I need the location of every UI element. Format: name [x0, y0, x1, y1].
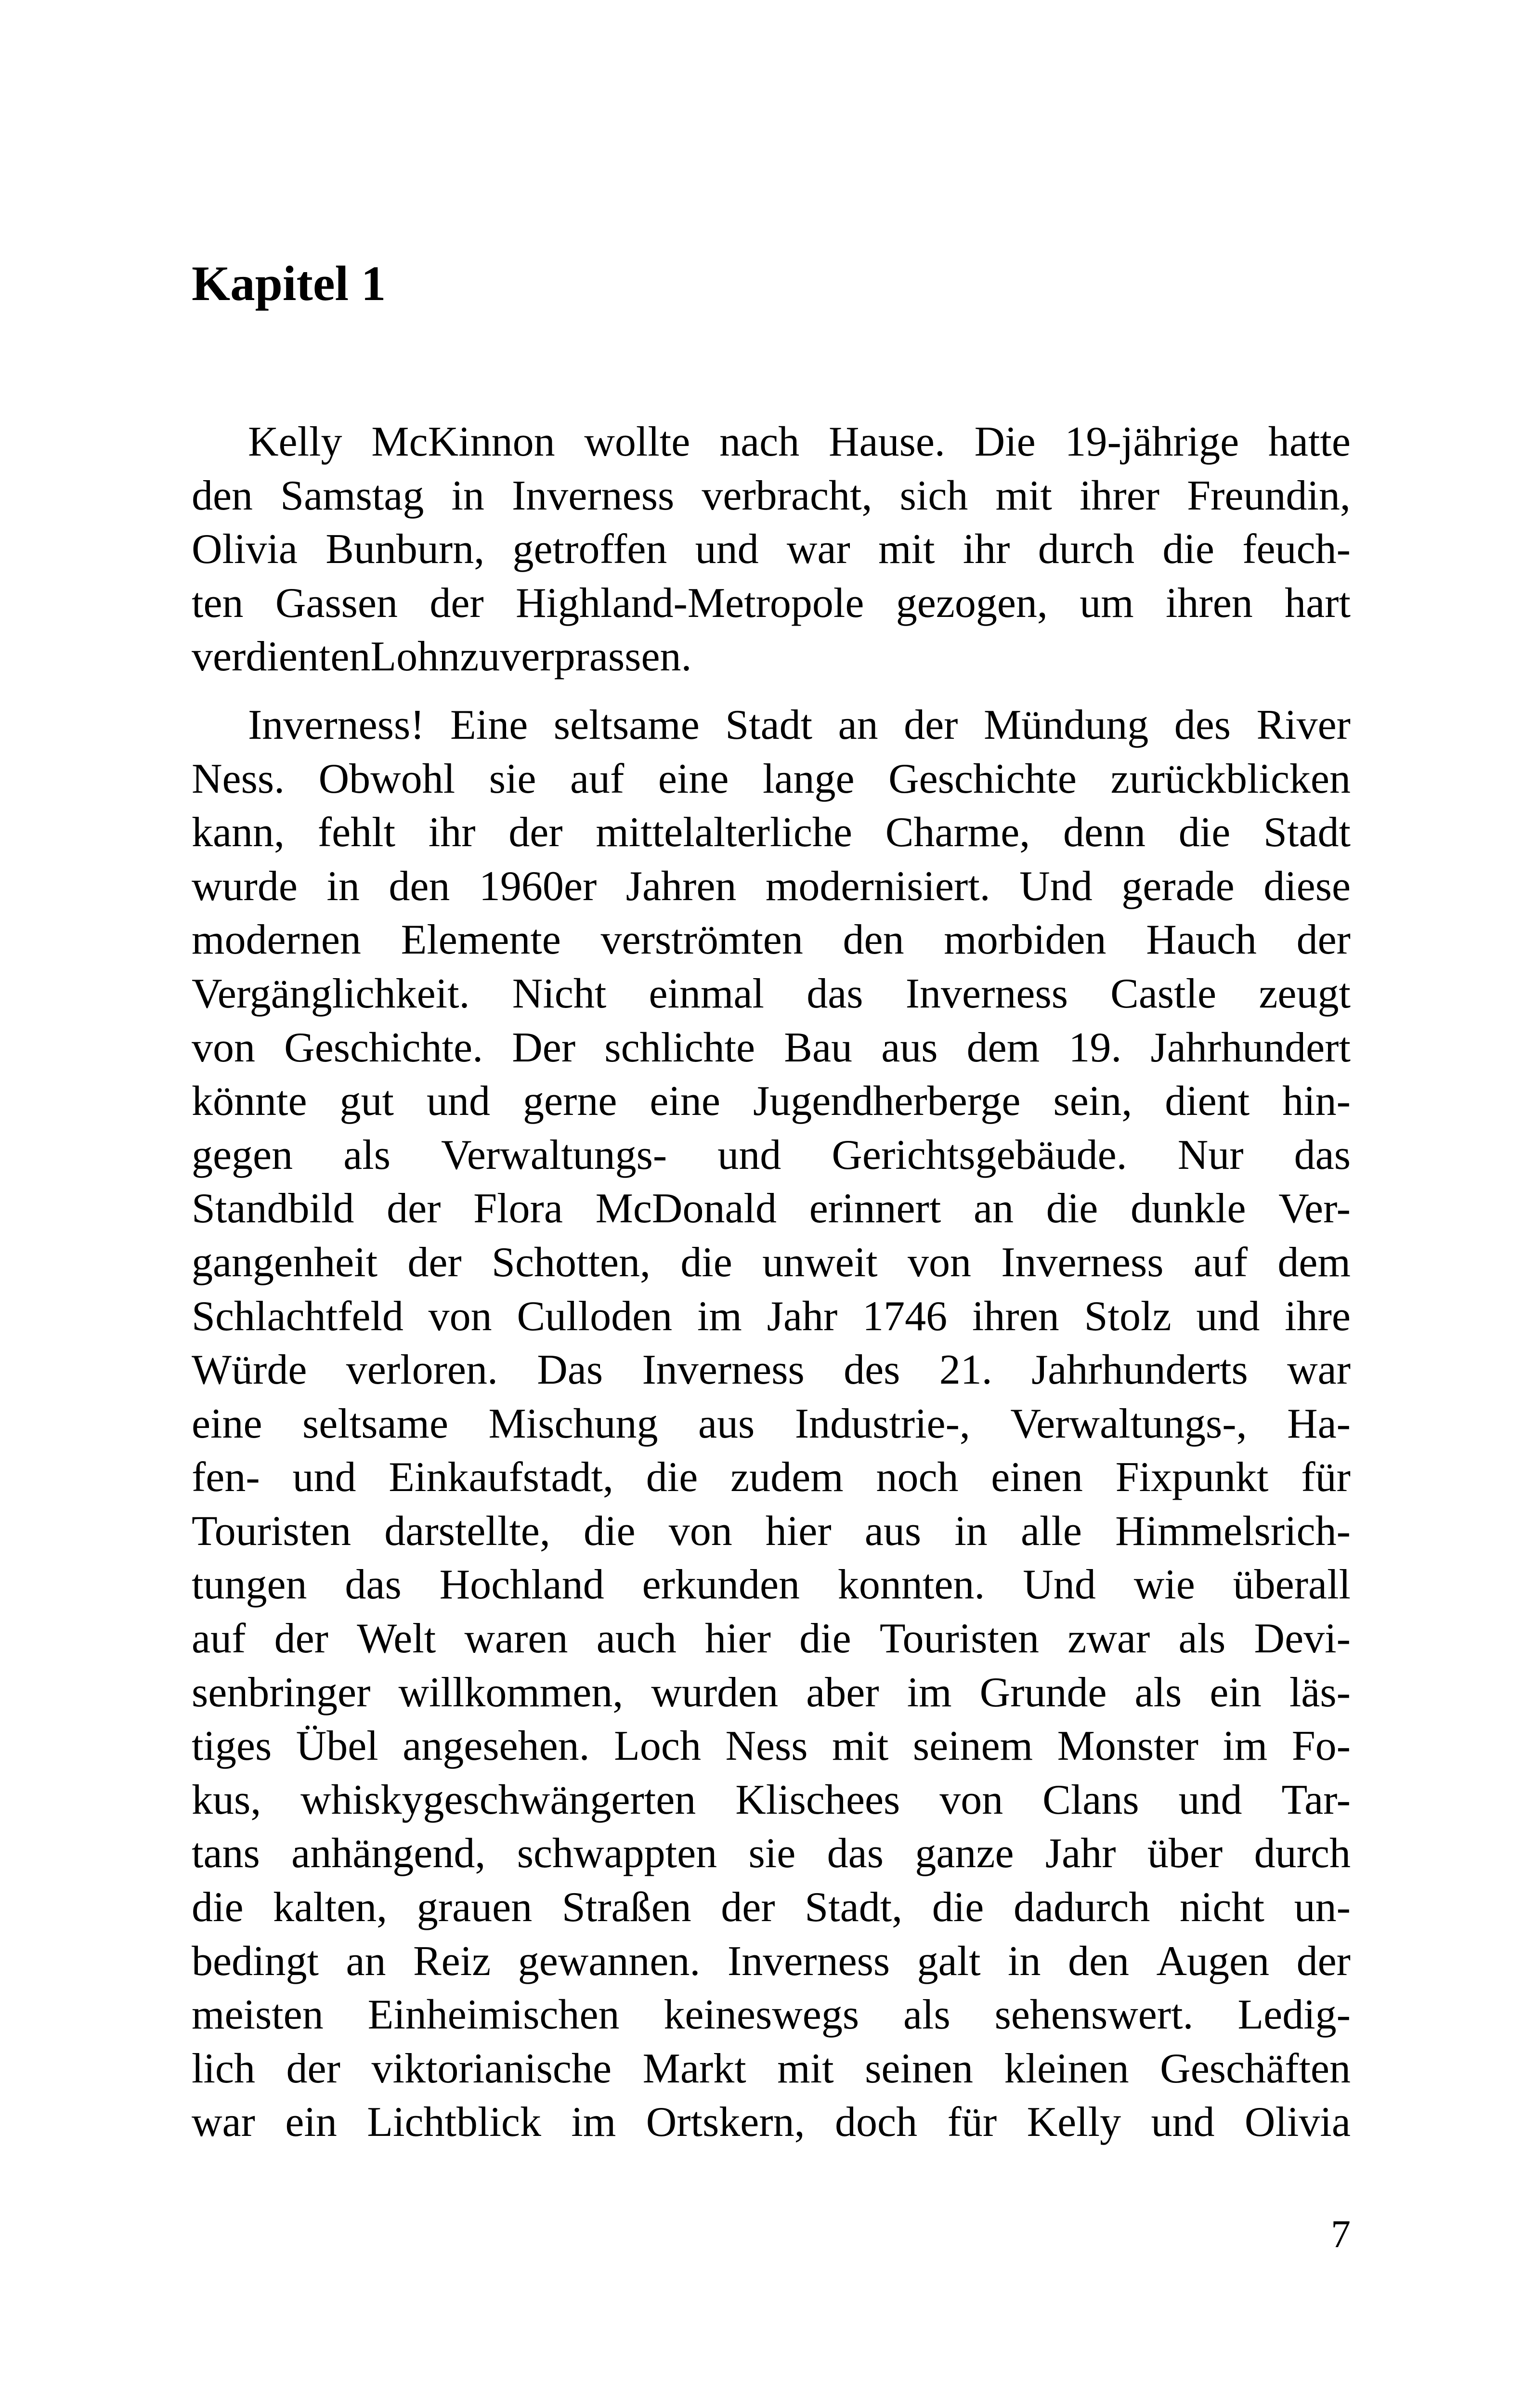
text-line: bedingt an Reiz gewannen. Inverness galt in den Augen der [192, 1937, 1351, 1985]
text-line: lich der viktorianische Markt mit seinen kleinen Geschäften [192, 2045, 1351, 2092]
text-line: auf der Welt waren auch hier die Touristen zwar als Devi- [192, 1615, 1351, 1662]
text-line: eine seltsame Mischung aus Industrie-, Verwaltungs-, Ha- [192, 1400, 1351, 1447]
text-line: Vergänglichkeit. Nicht einmal das Inverness Castle zeugt [192, 970, 1351, 1017]
text-line: gegen als Verwaltungs- und Gerichtsgebäude. Nur das [192, 1131, 1351, 1178]
text-line: Schlachtfeld von Culloden im Jahr 1746 ihren Stolz und ihre [192, 1293, 1351, 1340]
text-line: war ein Lichtblick im Ortskern, doch für Kelly und Olivia [192, 2099, 1351, 2146]
text-line: fen- und Einkaufstadt, die zudem noch einen Fixpunkt für [192, 1454, 1351, 1501]
text-line: meisten Einheimischen keineswegs als sehenswert. Ledig- [192, 1991, 1351, 2039]
text-line: Standbild der Flora McDonald erinnert an die dunkle Ver- [192, 1185, 1351, 1232]
text-line: modernen Elemente verströmten den morbiden Hauch der [192, 916, 1351, 964]
text-line: die kalten, grauen Straßen der Stadt, die dadurch nicht un- [192, 1884, 1351, 1931]
text-line: wurde in den 1960er Jahren modernisiert. Und gerade diese [192, 863, 1351, 910]
text-line: Würde verloren. Das Inverness des 21. Jahrhunderts war [192, 1347, 1351, 1394]
page-number: 7 [1331, 2212, 1351, 2256]
text-line: könnte gut und gerne eine Jugendherberge sein, dient hin- [192, 1078, 1351, 1125]
paragraph [192, 698, 1351, 2149]
text-line: tiges Übel angesehen. Loch Ness mit seinem Monster im Fo- [192, 1723, 1351, 1770]
text-line: ten Gassen der Highland-Metropole gezogen, um ihren hart [192, 579, 1351, 627]
text-line: senbringer willkommen, wurden aber im Grunde als ein läs- [192, 1669, 1351, 1716]
body-text [192, 415, 1351, 2149]
text-line: Olivia Bunburn, getroffen und war mit ihr durch die feuch- [192, 526, 1351, 573]
paragraph [192, 415, 1351, 684]
text-line: kann, fehlt ihr der mittelalterliche Charme, denn die Stadt [192, 809, 1351, 856]
text-line: Touristen darstellte, die von hier aus in alle Himmelsrich- [192, 1507, 1351, 1555]
chapter-title: Kapitel 1 [192, 256, 386, 311]
text-line: verdienten Lohn zu verprassen. [192, 633, 692, 681]
text-line: tungen das Hochland erkunden konnten. Und wie überall [192, 1561, 1351, 1609]
text-line: den Samstag in Inverness verbracht, sich mit ihrer Freundin, [192, 472, 1351, 519]
text-line: Ness. Obwohl sie auf eine lange Geschichte zurückblicken [192, 755, 1351, 802]
text-line: tans anhängend, schwappten sie das ganze Jahr über durch [192, 1830, 1351, 1877]
text-line: von Geschichte. Der schlichte Bau aus dem 19. Jahrhundert [192, 1024, 1351, 1071]
text-line: kus, whiskygeschwängerten Klischees von Clans und Tar- [192, 1776, 1351, 1823]
text-line: Inverness! Eine seltsame Stadt an der Mündung des River [248, 701, 1351, 748]
text-line: gangenheit der Schotten, die unweit von Inverness auf dem [192, 1239, 1351, 1286]
text-line: Kelly McKinnon wollte nach Hause. Die 19-jährige hatte [248, 419, 1351, 465]
